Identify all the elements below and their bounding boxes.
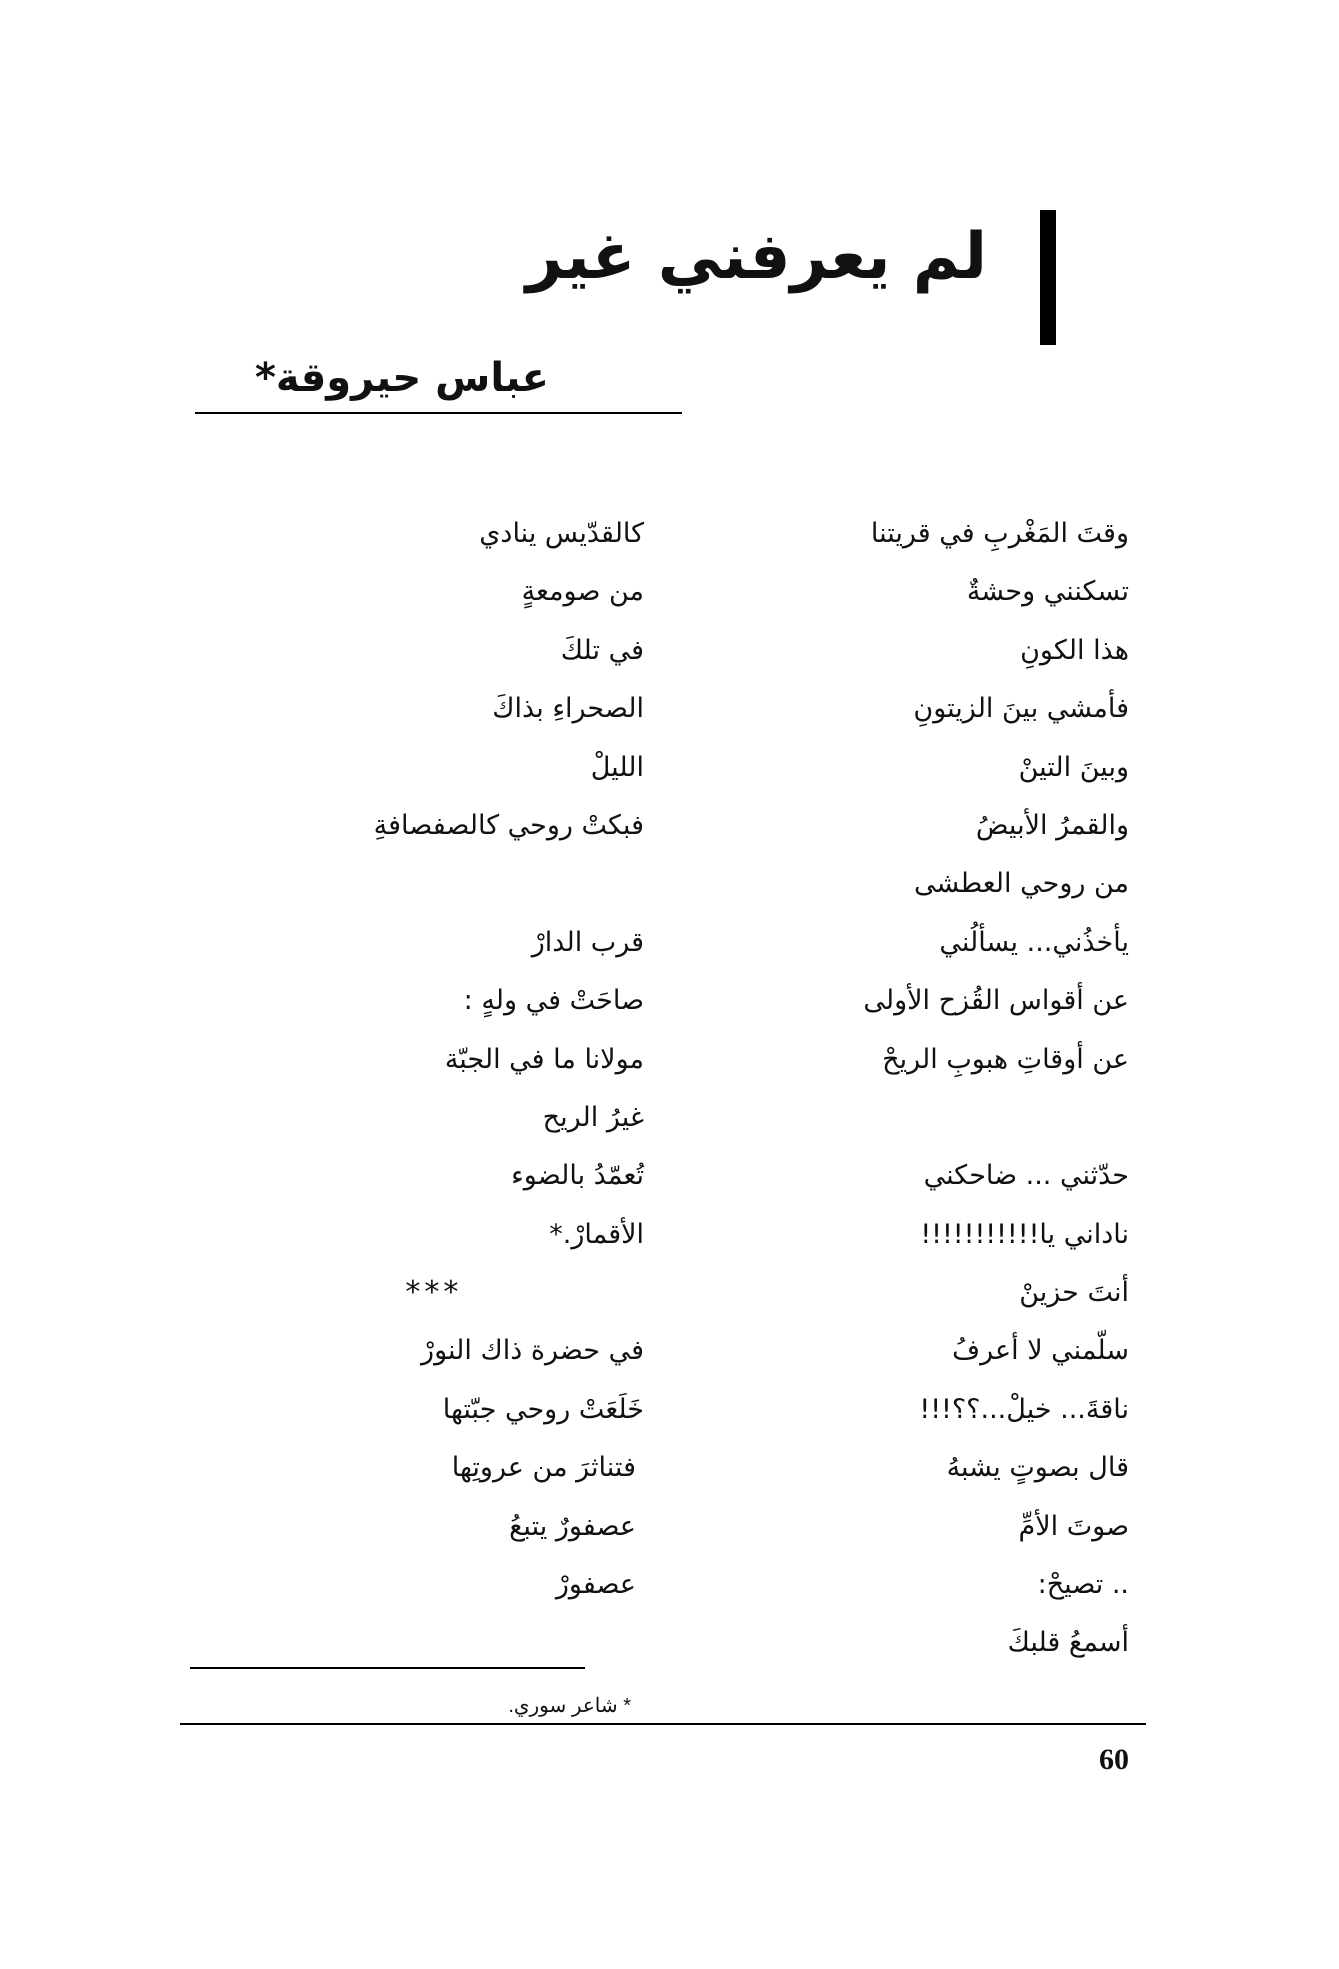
verse-line: سلّمني لا أعرفُ <box>952 1335 1129 1367</box>
footnote: * شاعر سوري. <box>508 1695 631 1717</box>
author-underline <box>195 412 682 414</box>
verse-line: غيرُ الريح <box>542 1101 644 1133</box>
verse-line: قرب الدارْ <box>531 926 644 958</box>
verse-line: في تلكَ <box>560 634 644 666</box>
verse-line: حدّثني ... ضاحكني <box>923 1160 1129 1192</box>
author-name: عباس حيروقة* <box>254 355 549 401</box>
verse-line: تُعمّدُ بالضوء <box>511 1160 644 1192</box>
page-number: 60 <box>1099 1743 1129 1776</box>
verse-line: والقمرُ الأبيضُ <box>975 809 1129 841</box>
verse-line: وبينَ التينْ <box>1018 751 1129 783</box>
verse-line: كالقدّيس ينادي <box>479 518 644 549</box>
poem-left-column <box>374 505 644 1614</box>
verse-line: الصحراءِ بذاكَ <box>492 693 644 725</box>
verse-line: عن أقواس القُزح الأولى <box>863 985 1129 1017</box>
verse-line: ناقةَ... خيلْ...؟؟!!! <box>919 1393 1129 1425</box>
footnote-rule <box>190 1667 585 1669</box>
verse-line: هذا الكونِ <box>1020 634 1129 666</box>
verse-line: صوتَ الأمِّ <box>1018 1510 1129 1542</box>
verse-line: الليلْ <box>590 751 644 783</box>
verse-line: فتناثرَ من عروتِها <box>451 1452 636 1484</box>
verse-line: وقتَ المَغْربِ في قريتنا <box>870 518 1129 549</box>
verse-line: من صومعةٍ <box>521 576 644 608</box>
section-separator: *** <box>405 1275 463 1311</box>
title-accent-bar <box>1040 210 1056 345</box>
verse-line: عن أوقاتِ هبوبِ الريحْ <box>882 1043 1129 1075</box>
verse-line: فبكتْ روحي كالصفصافةِ <box>373 809 644 841</box>
verse-line: صاحَتْ في ولهٍ : <box>463 985 644 1017</box>
verse-line: ناداني يا!!!!!!!!!!! <box>920 1218 1129 1250</box>
verse-line: خَلَعَتْ روحي جبّتها <box>442 1393 644 1425</box>
page-bottom-rule <box>180 1723 1146 1725</box>
verse-line: قال بصوتٍ يشبهُ <box>946 1452 1129 1484</box>
verse-line: مولانا ما في الجبّة <box>444 1043 644 1075</box>
verse-line: في حضرة ذاك النورْ <box>421 1335 644 1367</box>
poem-title: لم يعرفني غير <box>525 220 987 294</box>
verse-line: يأخذُني... يسألُني <box>939 926 1129 958</box>
verse-line: فأمشي بينَ الزيتونِ <box>913 693 1129 725</box>
verse-line <box>374 855 644 913</box>
verse-line: أسمعُ قلبكَ <box>1007 1627 1129 1659</box>
verse-line: .. تصيحْ: <box>1037 1569 1129 1601</box>
verse-line <box>863 1089 1129 1147</box>
verse-line: عصفورٌ يتبعُ <box>509 1510 636 1542</box>
poem-right-column <box>863 505 1129 1673</box>
verse-line: تسكنني وحشةٌ <box>966 576 1129 608</box>
verse-line: من روحي العطشى <box>914 868 1129 900</box>
verse-line: عصفورْ <box>555 1569 636 1601</box>
verse-line: الأقمارْ.* <box>549 1218 644 1250</box>
verse-line: أنتَ حزينْ <box>1019 1277 1129 1309</box>
